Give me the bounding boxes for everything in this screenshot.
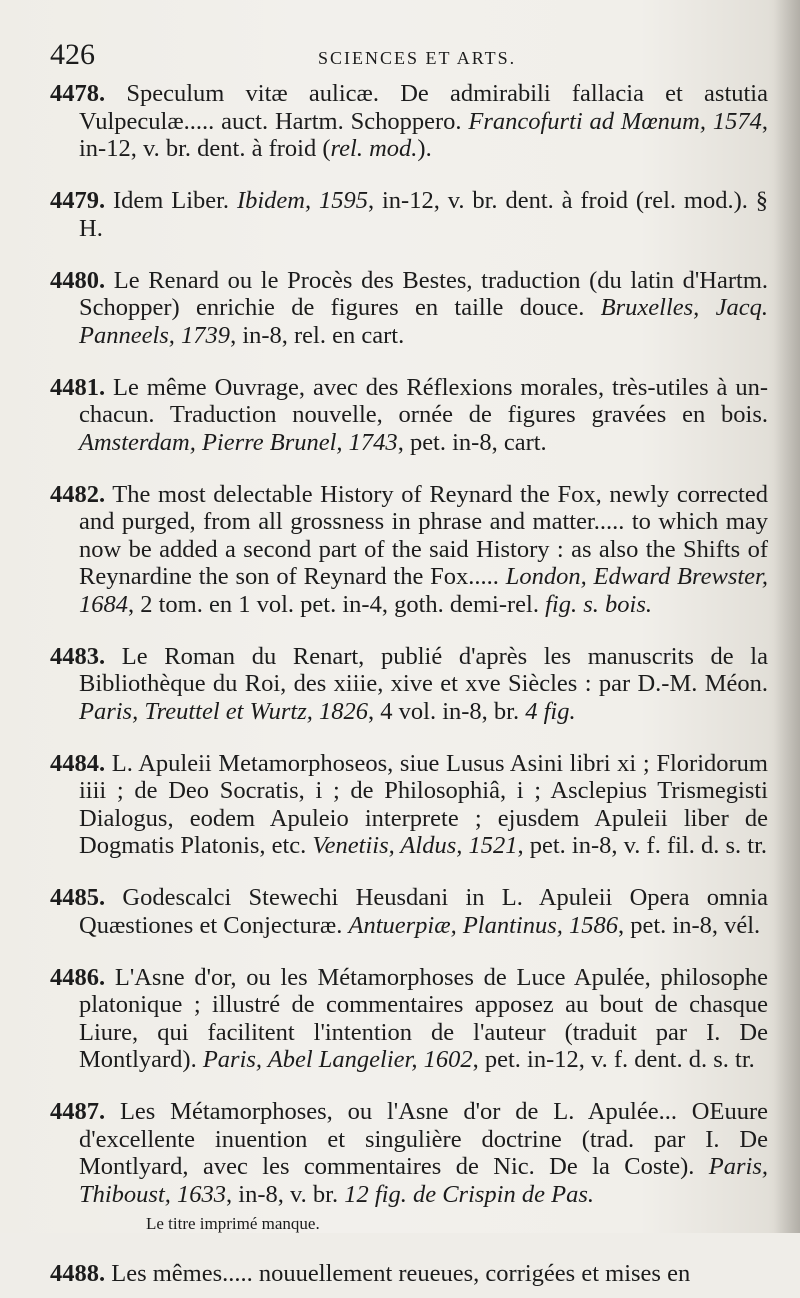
entry-italic: fig. s. bois.: [545, 590, 652, 618]
entry-imprint: Amsterdam, Pierre Brunel, 1743: [79, 428, 398, 456]
catalog-entry-4479: [50, 187, 768, 242]
catalog-entry-4484: [50, 750, 768, 860]
running-head: SCIENCES ET ARTS.: [318, 48, 517, 68]
entry-number: 4488.: [50, 1259, 106, 1287]
page-number: 426: [50, 38, 95, 71]
entry-imprint: Francofurti ad Mœnum, 1574: [468, 107, 762, 135]
entry-imprint: Paris, Thiboust, 1633: [79, 1153, 768, 1208]
entry-text: , pet. in-8, vél.: [617, 911, 761, 939]
entry-number: 4484.: [50, 749, 106, 777]
entry-text: L'Asne d'or, ou les Métamorphoses de Luce Apulée, philosophe platonique ; illustré de commentaires apposez au bout de chasque Liure, qui facilitent l'intention de l'auteur (traduit par I. De Montlyard).: [79, 963, 768, 1073]
entry-text: , pet. in-8, cart.: [397, 428, 547, 456]
entry-imprint: Venetiis, Aldus, 1521: [312, 832, 518, 859]
entry-imprint: Bruxelles, Jacq. Panneels, 1739: [79, 294, 768, 349]
catalog-entry-4482: [50, 481, 768, 619]
entry-number: 4483.: [50, 642, 106, 670]
catalog-entry-4485: [50, 884, 768, 939]
entry-text: , in-8, rel. en cart.: [230, 321, 405, 349]
entry-text: Le même Ouvrage, avec des Réflexions morales, très-utiles à un-chacun. Traduction nouvelle, ornée de figures gravées en bois.: [79, 373, 768, 428]
entry-text: Speculum vitæ aulicæ. De admirabili fallacia et astutia Vulpeculæ..... auct. Hartm. Schoppero.: [79, 80, 768, 135]
entry-number: 4478.: [50, 80, 106, 107]
page-header: [50, 38, 770, 78]
entry-text: Godescalci Stewechi Heusdani in L. Apuleii Opera omnia Quæstiones et Conjecturæ.: [79, 884, 768, 939]
entry-imprint: Paris, Treuttel et Wurtz, 1826: [79, 697, 369, 725]
catalog-entry-4486: [50, 964, 768, 1074]
entry-text: L. Apuleii Metamorphoseos, siue Lusus Asini libri xi ; Floridorum iiii ; de Deo Socratis, i ; de Philosophiâ, i ; Asclepius Trismegisti Dialogus, eodem Apuleio interprete ; ejusdem Apuleii liber de Dogmatis Platonis, etc.: [79, 749, 768, 859]
entry-text: ).: [417, 135, 432, 162]
entry-number: 4480.: [50, 266, 106, 294]
entry-text: , 4 vol. in-8, br.: [368, 697, 526, 725]
entry-text: Idem Liber.: [105, 187, 237, 214]
entry-imprint: Antuerpiæ, Plantinus, 1586: [348, 911, 618, 939]
entry-text: Les mêmes..... nouuellement reueues, corrigées et mises en: [105, 1259, 691, 1287]
catalog-entry-4481: [50, 374, 768, 457]
entry-imprint: Ibidem, 1595: [236, 187, 368, 214]
page-shadow-edge: [774, 0, 800, 1233]
entry-text: , pet. in-12, v. f. dent. d. s. tr.: [472, 1046, 755, 1073]
entry-text: Le Renard ou le Procès des Bestes, traduction (du latin d'Hartm. Schopper) enrichie de figures en taille douce.: [79, 266, 768, 321]
entry-number: 4481.: [50, 373, 106, 401]
entry-number: 4487.: [50, 1098, 106, 1125]
entry-italic: rel. mod.: [330, 135, 418, 162]
entry-text: Les Métamorphoses, ou l'Asne d'or de L. Apulée... OEuure d'excellente inuention et singulière doctrine (trad. par I. De Montlyard, avec les commentaires de Nic. De la Coste).: [79, 1098, 768, 1180]
entry-imprint: Paris, Abel Langelier, 1602: [202, 1046, 473, 1073]
entry-number: 4482.: [50, 480, 106, 508]
catalog-entry-4483: [50, 643, 768, 726]
catalog-entry-4488: [50, 1260, 768, 1288]
entry-text: Le Roman du Renart, publié d'après les manuscrits de la Bibliothèque du Roi, des xiiie, xive et xve Siècles : par D.-M. Méon.: [79, 642, 768, 697]
entry-number: 4486.: [50, 963, 106, 991]
entry-text: , in-12, v. br. dent. à froid (rel. mod.). § H.: [79, 187, 768, 242]
catalog-entry-4487: [50, 1098, 768, 1208]
entry-number: 4485.: [50, 884, 106, 911]
entry-text: , 2 tom. en 1 vol. pet. in-4, goth. demi-rel.: [128, 590, 546, 618]
entry-italic: 4 fig.: [525, 697, 576, 725]
catalog-entry-4480: [50, 267, 768, 350]
entry-text: , in-12, v. br. dent. à froid (: [79, 107, 769, 162]
entry-text: , pet. in-8, v. f. fil. d. s. tr.: [517, 832, 768, 859]
entry-text: , in-8, v. br.: [226, 1180, 345, 1208]
catalog-entries: [50, 80, 768, 1298]
catalog-entry-4478: [50, 80, 768, 163]
entry-italic: 12 fig. de Crispin de Pas.: [344, 1180, 594, 1208]
entry-number: 4479.: [50, 187, 106, 214]
entry-text: The most delectable History of Reynard the Fox, newly corrected and purged, from all grossness in phrase and matter..... to which may now be added a second part of the said History : as also the Shifts of Reynardine the son of Reynard the Fox.....: [79, 480, 768, 590]
entry-imprint: London, Edward Brewster, 1684: [79, 563, 769, 618]
entry-note: Le titre imprimé manque.: [146, 1214, 320, 1233]
